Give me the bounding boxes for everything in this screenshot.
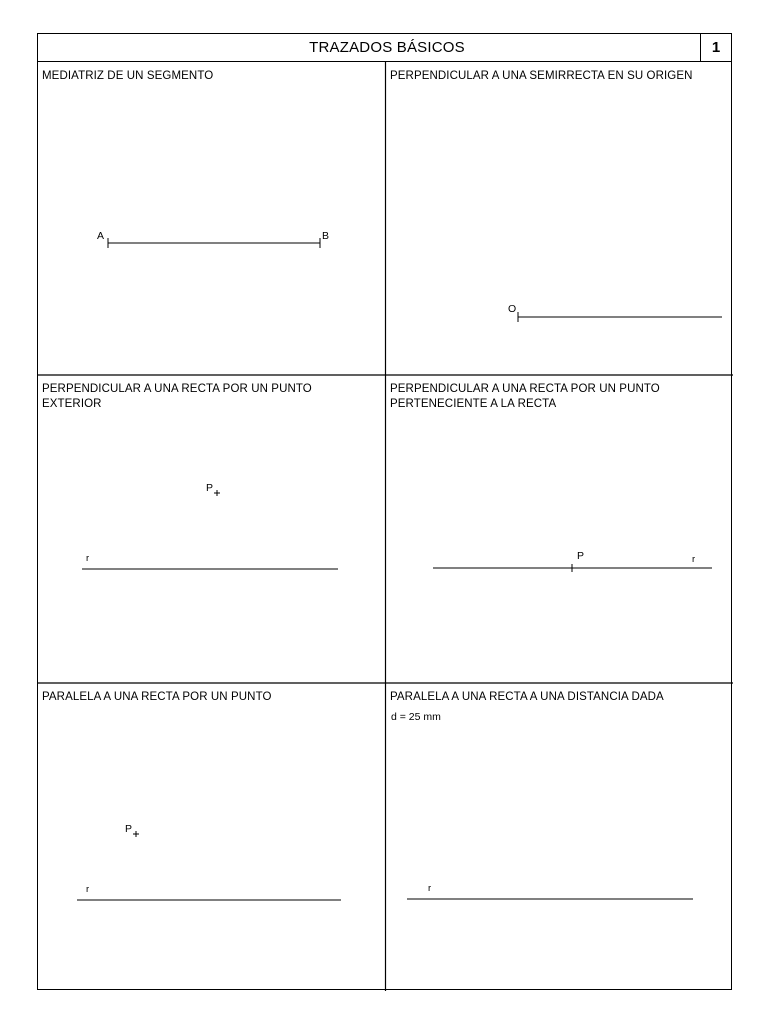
panel-title: PERPENDICULAR A UNA RECTA POR UN PUNTO EXTERIOR xyxy=(42,383,312,410)
point-label-p: P xyxy=(125,823,133,835)
panel-perpendicular-semirrecta xyxy=(386,62,733,375)
panel-paralela-punto xyxy=(38,683,385,991)
segment-ab-drawing xyxy=(38,62,385,375)
line-and-point-drawing xyxy=(38,683,385,991)
panel-paralela-distancia xyxy=(386,683,733,991)
panel-perpendicular-punto-exterior xyxy=(38,375,385,683)
panel-title: PARALELA A UNA RECTA POR UN PUNTO xyxy=(42,691,272,703)
point-label-b: B xyxy=(322,230,330,242)
point-label-o: O xyxy=(508,303,517,315)
point-label-p: P xyxy=(577,550,585,562)
point-label-a: A xyxy=(97,230,105,242)
line-drawing xyxy=(386,683,733,991)
panel-title: PERPENDICULAR A UNA SEMIRRECTA EN SU ORIGEN xyxy=(390,70,693,82)
ray-drawing xyxy=(386,62,733,375)
point-label-p: P xyxy=(206,482,214,494)
panel-title: MEDIATRIZ DE UN SEGMENTO xyxy=(42,70,214,82)
line-label-r: r xyxy=(428,883,432,894)
worksheet-title: TRAZADOS BÁSICOS xyxy=(309,39,465,56)
panel-mediatriz xyxy=(38,62,385,375)
distance-value: d = 25 mm xyxy=(391,711,441,723)
line-label-r: r xyxy=(692,554,696,565)
line-label-r: r xyxy=(86,553,90,564)
line-label-r: r xyxy=(86,884,90,895)
sheet-number: 1 xyxy=(711,39,721,56)
line-and-point-drawing xyxy=(38,375,385,683)
panel-perpendicular-punto-recta xyxy=(386,375,733,683)
line-with-point-drawing xyxy=(386,375,733,683)
panel-title: PARALELA A UNA RECTA A UNA DISTANCIA DADA xyxy=(390,691,664,703)
panel-title: PERPENDICULAR A UNA RECTA POR UN PUNTO PERTENECIENTE A LA RECTA xyxy=(390,383,660,410)
worksheet-frame xyxy=(37,33,732,990)
